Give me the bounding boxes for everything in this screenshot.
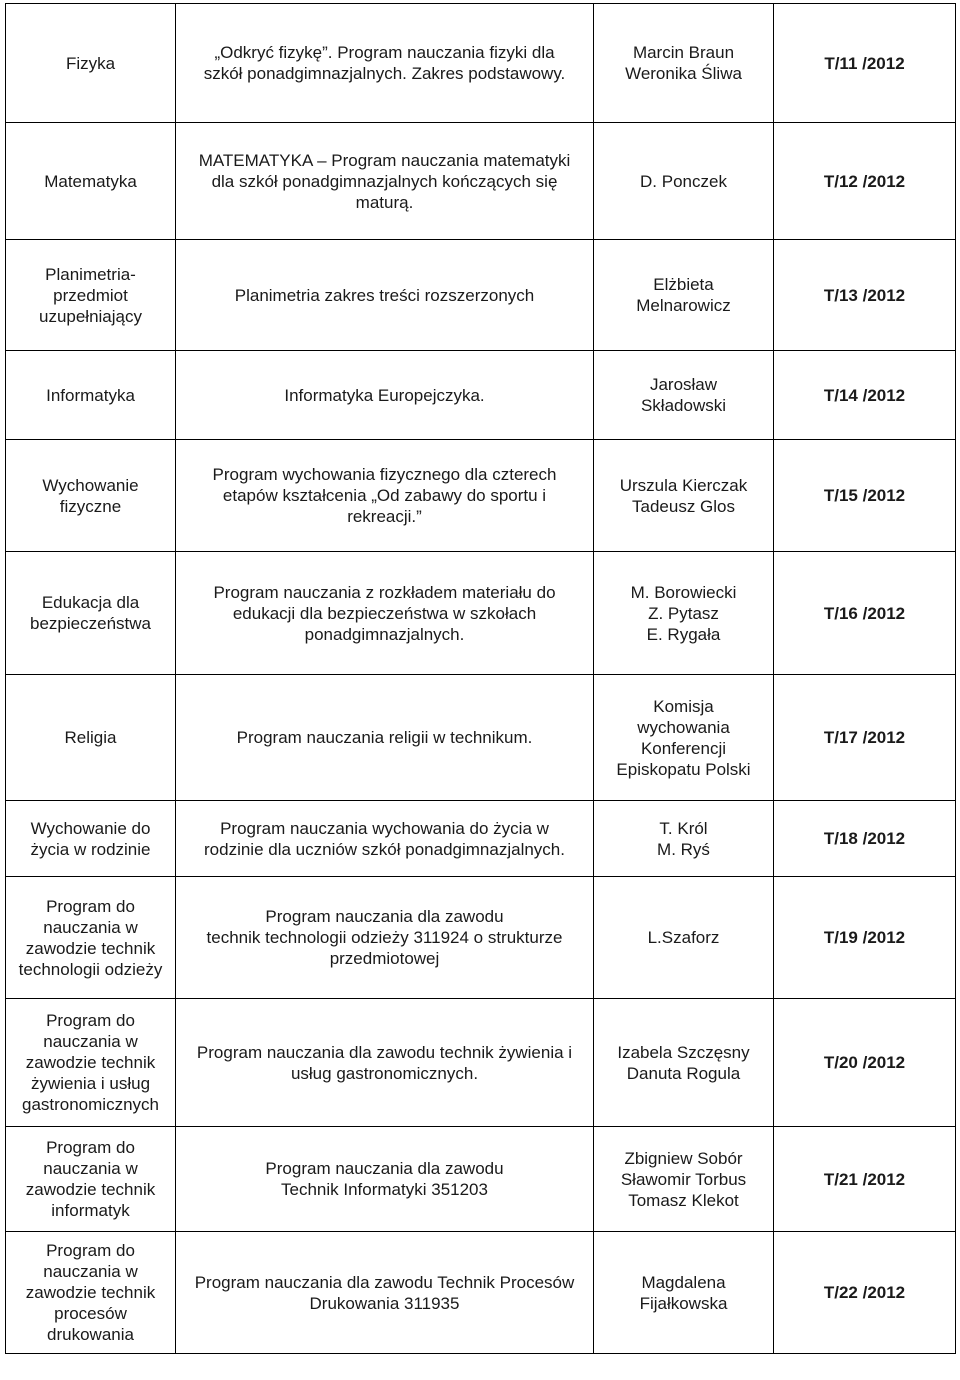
program-cell-text: MATEMATYKA – Program nauczania matematyki dla szkół ponadgimnazjalnych kończących się maturą. (198, 150, 571, 212)
subject-cell (6, 4, 176, 123)
program-cell (176, 801, 594, 877)
program-cell (176, 351, 594, 440)
program-number-cell-text: T/15 /2012 (823, 486, 906, 505)
subject-cell (6, 440, 176, 552)
table-row (6, 801, 956, 877)
table-row (6, 877, 956, 999)
subject-cell (6, 1127, 176, 1232)
program-number-cell-text: T/18 /2012 (823, 829, 906, 848)
table-row (6, 1127, 956, 1232)
program-cell (176, 675, 594, 801)
program-cell-text: Planimetria zakres treści rozszerzonych (234, 285, 535, 305)
author-cell (594, 877, 774, 999)
program-cell (176, 877, 594, 999)
subject-cell-text: Wychowanie do życia w rodzinie (30, 818, 151, 859)
subject-cell-text: Informatyka (46, 385, 135, 405)
table-row (6, 675, 956, 801)
table-row (6, 123, 956, 240)
table-row (6, 1232, 956, 1354)
author-cell (594, 999, 774, 1127)
program-table (5, 3, 956, 1354)
program-number-cell-text: T/22 /2012 (823, 1283, 906, 1302)
program-cell-text: Program nauczania religii w technikum. (236, 728, 533, 747)
program-number-cell-text: T/20 /2012 (823, 1053, 906, 1072)
author-cell (594, 675, 774, 801)
subject-cell (6, 801, 176, 877)
program-number-cell-text: T/17 /2012 (823, 728, 906, 747)
author-cell (594, 351, 774, 440)
program-number-cell (774, 4, 956, 123)
subject-cell-text: Edukacja dla bezpieczeństwa (30, 593, 151, 633)
table-row (6, 999, 956, 1127)
table-row (6, 4, 956, 123)
subject-cell (6, 675, 176, 801)
program-number-cell-text: T/14 /2012 (823, 385, 906, 405)
author-cell-text: Marcin Braun Weronika Śliwa (625, 43, 742, 83)
program-cell (176, 240, 594, 351)
table-row (6, 351, 956, 440)
author-cell-text: T. Król M. Ryś (657, 818, 710, 859)
subject-cell (6, 123, 176, 240)
program-number-cell (774, 999, 956, 1127)
program-cell-text: Program wychowania fizycznego dla czterech etapów kształcenia „Od zabawy do sportu i rekreacji.” (212, 465, 557, 526)
program-number-cell (774, 552, 956, 675)
program-cell (176, 1232, 594, 1354)
program-number-cell (774, 1127, 956, 1232)
subject-cell-text: Program do nauczania w zawodzie technik żywienia i usług gastronomicznych (21, 1011, 159, 1114)
program-number-cell-text: T/13 /2012 (823, 285, 906, 305)
program-number-cell (774, 440, 956, 552)
program-cell (176, 4, 594, 123)
program-number-cell-text: T/19 /2012 (823, 928, 906, 947)
program-cell-text: Program nauczania dla zawodu Technik Informatyki 351203 (265, 1159, 504, 1199)
program-cell-text: Program nauczania dla zawodu technik żywienia i usług gastronomicznych. (196, 1042, 573, 1083)
author-cell-text: Jarosław Składowski (640, 375, 727, 415)
subject-cell-text: Religia (64, 728, 117, 747)
author-cell-text: Izabela Szczęsny Danuta Rogula (617, 1042, 750, 1083)
author-cell (594, 123, 774, 240)
author-cell (594, 552, 774, 675)
table-row (6, 240, 956, 351)
author-cell (594, 801, 774, 877)
subject-cell-text: Planimetria- przedmiot uzupełniający (38, 264, 142, 326)
author-cell-text: M. Borowiecki Z. Pytasz E. Rygała (630, 582, 737, 644)
author-cell (594, 440, 774, 552)
subject-cell-text: Fizyka (65, 53, 116, 73)
author-cell (594, 240, 774, 351)
program-number-cell (774, 351, 956, 440)
subject-cell (6, 552, 176, 675)
subject-cell-text: Program do nauczania w zawodzie technik technologii odzieży (18, 896, 163, 979)
subject-cell-text: Wychowanie fizyczne (42, 475, 139, 516)
subject-cell-text: Matematyka (44, 171, 137, 191)
author-cell (594, 1127, 774, 1232)
program-number-cell-text: T/12 /2012 (823, 171, 906, 191)
program-number-cell (774, 1232, 956, 1354)
author-cell-text: Urszula Kierczak Tadeusz Glos (619, 475, 748, 516)
author-cell-text: Magdalena Fijałkowska (639, 1272, 728, 1313)
program-cell (176, 552, 594, 675)
program-cell (176, 1127, 594, 1232)
subject-cell (6, 877, 176, 999)
table-row (6, 552, 956, 675)
author-cell-text: Elżbieta Melnarowicz (636, 275, 731, 315)
program-number-cell-text: T/16 /2012 (823, 603, 906, 623)
author-cell (594, 4, 774, 123)
program-cell-text: Program nauczania wychowania do życia w rodzinie dla uczniów szkół ponadgimnazjalnych. (204, 818, 565, 859)
program-number-cell (774, 675, 956, 801)
program-cell-text: Program nauczania dla zawodu Technik Procesów Drukowania 311935 (194, 1272, 575, 1313)
program-cell-text: Program nauczania z rozkładem materiału do edukacji dla bezpieczeństwa w szkołach ponadgimnazjalnych. (213, 582, 556, 644)
subject-cell (6, 240, 176, 351)
author-cell (594, 1232, 774, 1354)
author-cell-text: D. Ponczek (640, 171, 727, 191)
subject-cell-text: Program do nauczania w zawodzie technik procesów drukowania (25, 1241, 156, 1344)
program-cell-text: Program nauczania dla zawodu technik technologii odzieży 311924 o strukturze przedmiotowej (206, 907, 563, 968)
program-number-cell (774, 877, 956, 999)
author-cell-text: Komisja wychowania Konferencji Episkopatu Polski (616, 696, 751, 779)
author-cell-text: L.Szaforz (647, 928, 720, 947)
program-number-cell (774, 801, 956, 877)
table-row (6, 440, 956, 552)
subject-cell (6, 999, 176, 1127)
subject-cell-text: Program do nauczania w zawodzie technik informatyk (25, 1138, 156, 1220)
author-cell-text: Zbigniew Sobór Sławomir Torbus Tomasz Klekot (620, 1148, 747, 1210)
program-number-cell (774, 123, 956, 240)
program-number-cell (774, 240, 956, 351)
program-cell (176, 999, 594, 1127)
program-cell (176, 440, 594, 552)
program-number-cell-text: T/11 /2012 (824, 53, 905, 73)
program-number-cell-text: T/21 /2012 (823, 1169, 906, 1189)
program-cell (176, 123, 594, 240)
subject-cell (6, 1232, 176, 1354)
program-cell-text: Informatyka Europejczyka. (284, 385, 485, 405)
subject-cell (6, 351, 176, 440)
program-cell-text: „Odkryć fizykę”. Program nauczania fizyki dla szkół ponadgimnazjalnych. Zakres podstawowy. (203, 43, 566, 83)
